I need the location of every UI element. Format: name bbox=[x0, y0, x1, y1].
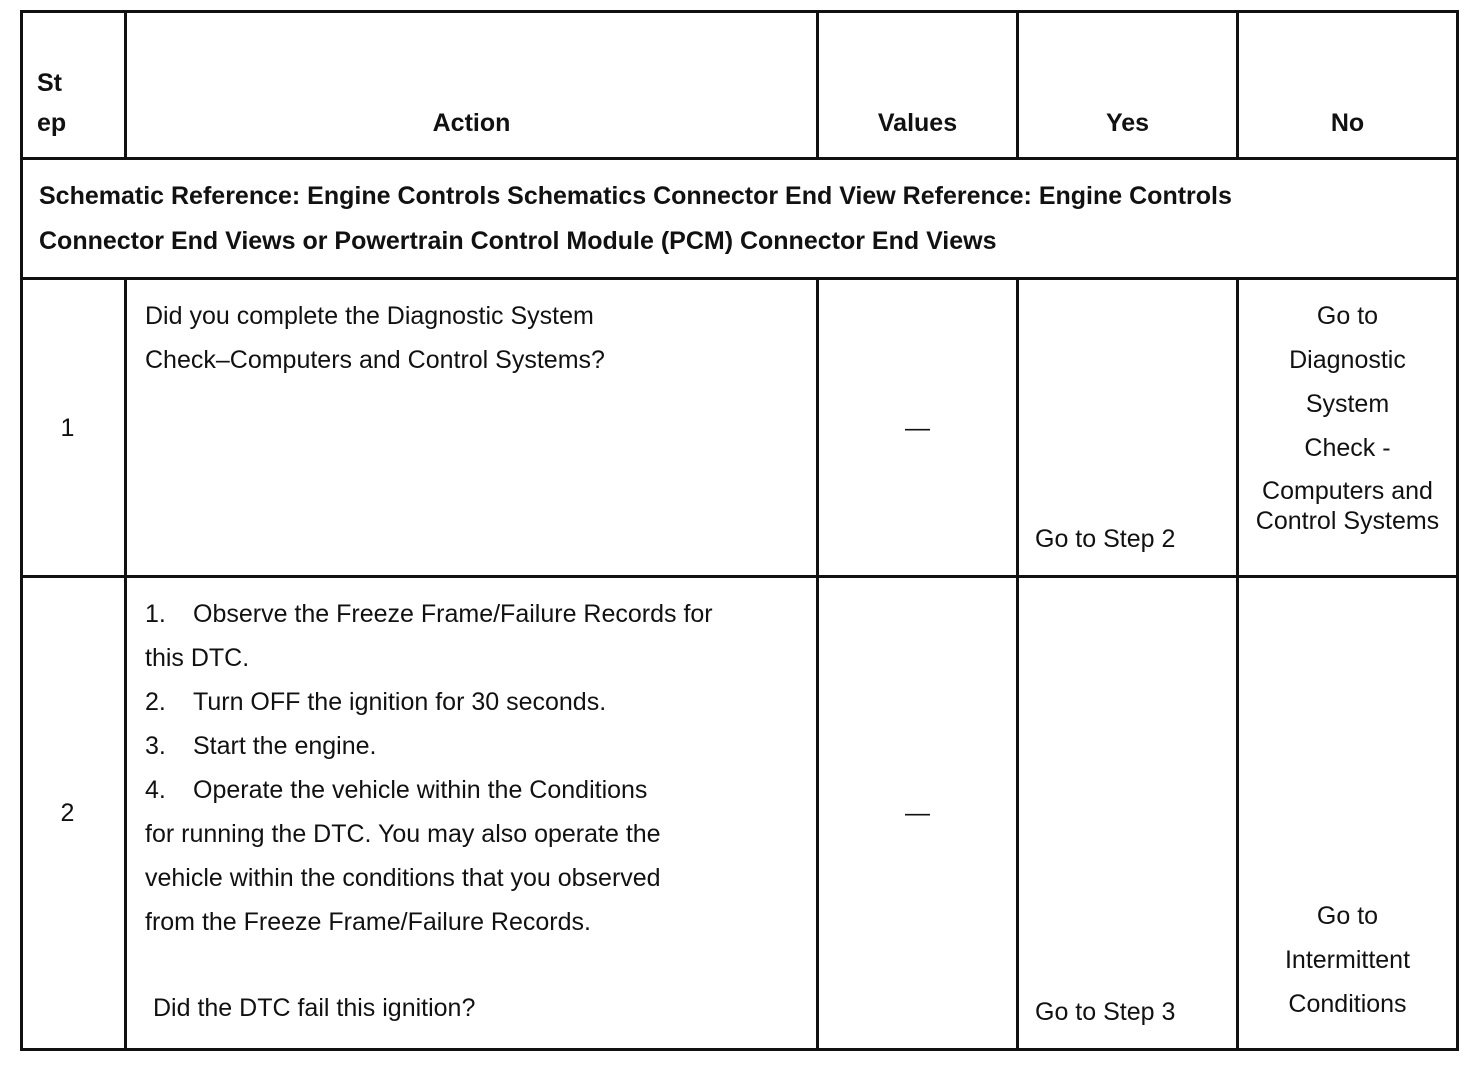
no-line: Conditions bbox=[1288, 990, 1407, 1018]
step-header-line1: St bbox=[37, 69, 62, 97]
values-cell: — bbox=[818, 279, 1018, 577]
no-line: System bbox=[1305, 390, 1390, 418]
no-line: Computers and bbox=[1262, 477, 1433, 505]
action-list-item bbox=[145, 680, 800, 724]
no-cell bbox=[1238, 279, 1458, 577]
values-column-header: Values bbox=[818, 12, 1018, 159]
action-column-header: Action bbox=[126, 12, 818, 159]
action-cell bbox=[126, 577, 818, 1050]
item-text: Turn OFF the ignition for 30 seconds. bbox=[193, 688, 607, 716]
item-number: 4. bbox=[145, 776, 166, 804]
values-cell: — bbox=[818, 577, 1018, 1050]
no-line: Intermittent bbox=[1284, 946, 1411, 974]
yes-column-header: Yes bbox=[1018, 12, 1238, 159]
yes-cell: Go to Step 3 bbox=[1018, 577, 1238, 1050]
blank-gap bbox=[1245, 592, 1450, 894]
schematic-reference-cell bbox=[22, 159, 1458, 279]
action-list-item bbox=[145, 768, 800, 812]
action-list-item bbox=[145, 592, 800, 636]
step-number: 2 bbox=[22, 577, 126, 1050]
no-cell bbox=[1238, 577, 1458, 1050]
step-number: 1 bbox=[22, 279, 126, 577]
item-text: Operate the vehicle within the Conditions bbox=[193, 776, 648, 804]
table-row bbox=[22, 279, 1458, 577]
step-column-header bbox=[22, 12, 126, 159]
action-continuation: for running the DTC. You may also operate the bbox=[145, 820, 661, 848]
action-continuation: from the Freeze Frame/Failure Records. bbox=[145, 908, 591, 936]
no-line: Go to bbox=[1316, 302, 1379, 330]
schematic-reference-row bbox=[22, 159, 1458, 279]
action-line: Did you complete the Diagnostic System bbox=[145, 302, 594, 330]
no-line: Go to bbox=[1316, 902, 1379, 930]
reference-line: Connector End Views or Powertrain Control Module (PCM) Connector End Views bbox=[39, 227, 997, 255]
action-cell bbox=[126, 279, 818, 577]
reference-line: Schematic Reference: Engine Controls Schematics Connector End View Reference: Engine Controls bbox=[39, 182, 1232, 210]
no-line: Check - bbox=[1304, 434, 1391, 462]
diagnostic-table bbox=[20, 10, 1459, 1051]
item-text: Observe the Freeze Frame/Failure Records for bbox=[193, 600, 713, 628]
action-continuation: vehicle within the conditions that you observed bbox=[145, 864, 661, 892]
action-continuation: this DTC. bbox=[145, 644, 250, 672]
no-line: Control Systems bbox=[1255, 507, 1440, 535]
item-text: Start the engine. bbox=[193, 732, 377, 760]
item-number: 2. bbox=[145, 688, 166, 716]
blank-gap bbox=[145, 944, 800, 986]
no-line: Diagnostic bbox=[1289, 346, 1406, 374]
action-list-item bbox=[145, 724, 800, 768]
no-column-header: No bbox=[1238, 12, 1458, 159]
action-line: Check–Computers and Control Systems? bbox=[145, 346, 605, 374]
yes-cell: Go to Step 2 bbox=[1018, 279, 1238, 577]
question-line: Did the DTC fail this ignition? bbox=[153, 994, 476, 1022]
table-header-row bbox=[22, 12, 1458, 159]
table-row bbox=[22, 577, 1458, 1050]
item-number: 1. bbox=[145, 600, 166, 628]
step-header-line2: ep bbox=[37, 109, 67, 137]
item-number: 3. bbox=[145, 732, 166, 760]
